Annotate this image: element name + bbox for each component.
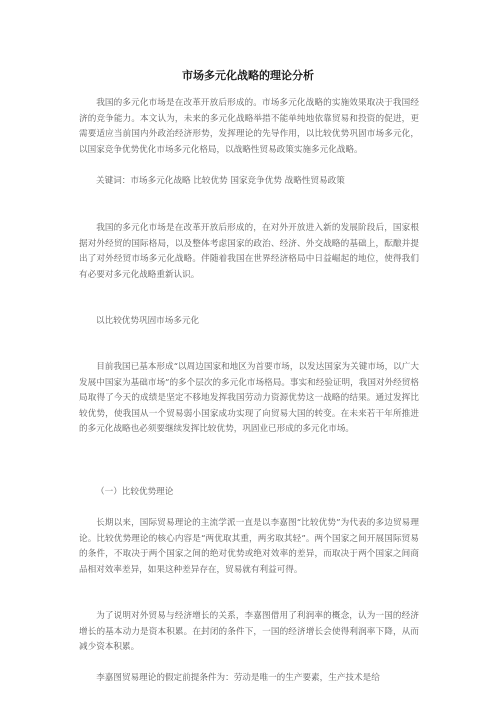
subsection-paragraph-2: 为了说明对外贸易与经济增长的关系，李嘉图借用了利润率的概念，认为一国的经济增长的基本动力是资本积累。在封闭的条件下，一国的经济增长会使得利润率下降，从而减少资本积累。: [79, 611, 419, 653]
section-paragraph: 目前我国已基本形成“以周边国家和地区为首要市场，以发达国家为关键市场，以广大发展中国家为基础市场”的多个层次的多元化市场格局。事实和经验证明，我国对外经贸格局取得了今天的成绩是坚定不移地发挥我国劳动力资源优势这一战略的结果。通过发挥比较优势，使我国从一个贸易弱小国家成功实现了向贸易大国的转变。在未来若干年所推进的多元化战略也必须要继续发挥比较优势，巩固业已形成的多元化市场。: [79, 362, 419, 435]
abstract-paragraph: 我国的多元化市场是在改革开放后形成的。市场多元化战略的实施效果取决于我国经济的竞争能力。本文认为，未来的多元化战略举措不能单纯地依靠贸易和投资的促进，更需要适应当前国内外政治经济形势，发挥理论的先导作用，以比较优势巩固市场多元化，以国家竞争优势优化市场多元化格局，以战略性贸易政策实施多元化战略。: [79, 98, 419, 155]
subsection-paragraph-1: 长期以来，国际贸易理论的主流学派一直是以李嘉图“比较优势”为代表的多边贸易理论。比较优势理论的核心内容是“两优取其重，两劣取其轻”。两个国家之间开展国际贸易的条件，不取决于两个国家之间的绝对优势或绝对效率的差异，而取决于两个国家之间商品相对效率差异，如果这种差异存在，贸易就有利益可得。: [79, 518, 419, 575]
intro-paragraph: 我国的多元化市场是在改革开放后形成的，在对外开放进入新的发展阶段后，国家根据对外经贸的国际格局，以及整体考虑国家的政治、经济、外交战略的基础上，酝酿并提出了对外经贸市场多元化战略。伴随着我国在世界经济格局中日益崛起的地位，使得我们有必要对多元化战略重新认识。: [79, 223, 419, 280]
subsection-paragraph-3: 李嘉图贸易理论的假定前提条件为：劳动是唯一的生产要素，生产技术是给: [96, 673, 380, 683]
section-heading: 以比较优势巩固市场多元化: [96, 316, 200, 326]
document-title: 市场多元化战略的理论分析: [182, 69, 314, 82]
keywords-line: 关键词：市场多元化战略 比较优势 国家竞争优势 战略性贸易政策: [96, 176, 345, 186]
subsection-heading: （一）比较优势理论: [96, 487, 174, 497]
